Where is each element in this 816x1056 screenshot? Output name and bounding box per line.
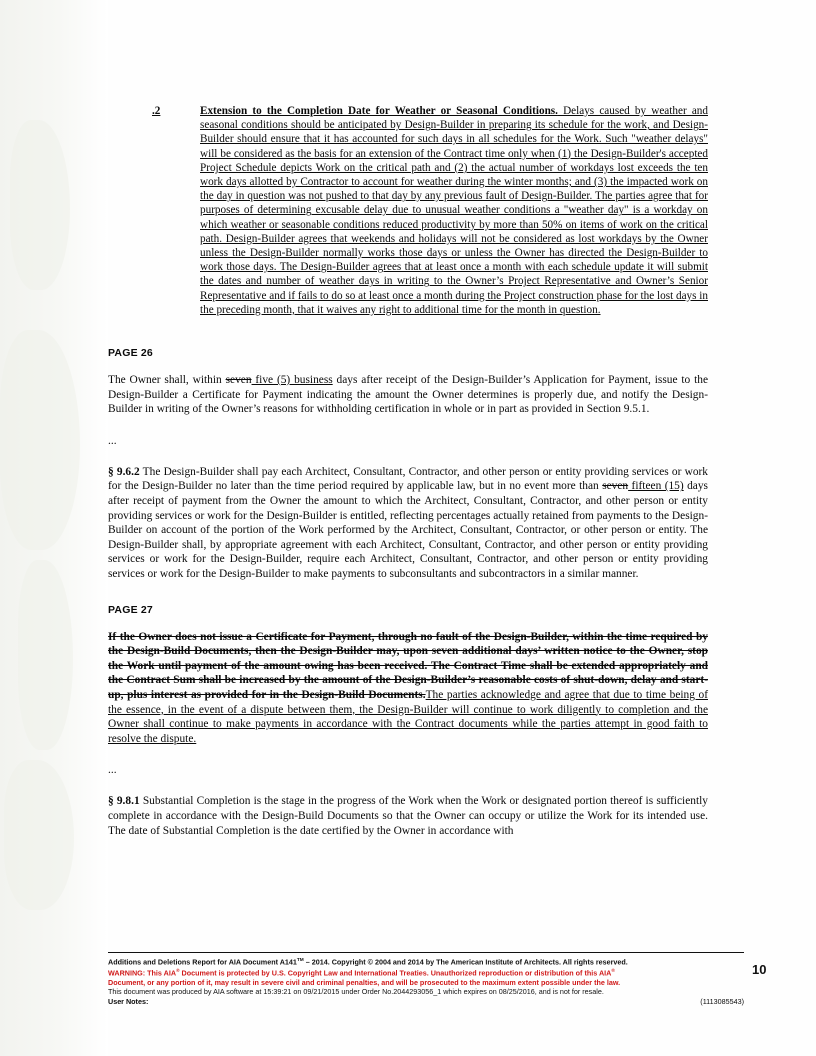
section-number: § 9.8.1 xyxy=(108,795,140,808)
document-body xyxy=(108,104,708,838)
deleted-text: seven xyxy=(225,374,252,387)
paragraph-certificate-for-payment xyxy=(108,373,708,417)
user-notes-label: User Notes: xyxy=(108,997,149,1007)
footer-line-3: Document, or any portion of it, may result in severe civil and criminal penalties, and will be prosecuted to the maximum extent possible under the law. xyxy=(108,977,621,987)
text-pre: The Owner shall, within xyxy=(108,374,226,387)
text-post: days after receipt of payment from the Owner the amount to which the Architect, Consultant, Contractor, and other person or entity providing services or work for the Design-Builder is entitled, reflecting percentages actually retained from payments to the Design-Builder on account of the portion of the Work performed by the Architect, Consultant, Contractor, or other person or entity. The Design-Builder shall, by appropriate agreement with each Architect, Consultant, Contractor, and other person or entity providing services or work for the Design-Builder, require each Architect, Consultant, Contractor, and other person or entity providing services or work for the Design-Builder to make payments to subconsultants and subcontractors in a similar manner. xyxy=(108,480,708,580)
deleted-text: If the Owner does not issue a Certificate for Payment, through no fault of the Design-Builder, within the time required by the Design-Build Documents, then the Design-Builder may, upon seven additional days’ written notice to the Owner, stop the Work until payment of the amount owing has been received. The Contract Time shall be extended appropriately and the Contract Sum shall be increased by the amount of the Design-Builder’s reasonable costs of shut-down, delay and start-up, plus interest as provided for in the Design-Build Documents. xyxy=(108,630,708,701)
inserted-text: The parties acknowledge and agree that due to time being of the essence, in the event of a dispute between them, the Design-Builder will continue to work diligently to completion and the Owner shall continue to make payments in accordance with the Contract documents while the parties attempt in good faith to resolve the dispute. xyxy=(108,688,708,745)
footer-doc-title: Additions and Deletions Report for AIA Document A141 xyxy=(108,957,297,967)
footer-warning-text: Document is protected by U.S. Copyright Law and International Treaties. Unauthorized reproduction or distribution of this AIA xyxy=(179,968,612,978)
clause-weather-extension xyxy=(108,104,708,317)
footer-warning-lead: WARNING: This AIA xyxy=(108,968,177,978)
page-marker-27: PAGE 27 xyxy=(108,603,153,616)
text-post: days after receipt of the Design-Builder’s Application for Payment, issue to the Design-Builder a Certificate for Payment indicating the amount the Owner determines is properly due, and notify the Design-Builder in writing of the Owner’s reasons for withholding certification in whole or in part as provided in Section 9.5.1. xyxy=(108,374,708,416)
inserted-text: fifteen (15) xyxy=(628,480,684,493)
paragraph-9-6-2 xyxy=(108,465,708,582)
paragraph-9-8-1 xyxy=(108,794,708,838)
clause-number: .2 xyxy=(152,105,161,117)
ellipsis-marker: ... xyxy=(108,764,117,777)
deleted-text: seven xyxy=(602,480,629,493)
text-pre: The Design-Builder shall pay each Architect, Consultant, Contractor, and other person or entity providing services or work for the Design-Builder no later than the time period required by applicable law, but in no event more than xyxy=(108,465,708,493)
clause-text xyxy=(200,104,708,317)
scan-blotch xyxy=(4,760,74,910)
footer-user-notes xyxy=(108,997,744,1006)
section-text: Substantial Completion is the stage in the progress of the Work when the Work or designated portion thereof is sufficiently complete in accordance with the Design-Build Documents so that the Owner can occupy or utilize the Work for its intended use. The date of Substantial Completion is the date certified by the Owner in accordance with xyxy=(108,795,708,837)
trademark-symbol: TM xyxy=(296,958,304,963)
scan-blotch xyxy=(18,560,73,750)
footer-line-4: This document was produced by AIA software at 15:39:21 on 09/21/2015 under Order No.2044293056_1 which expires on 08/25/2016, and is not for resale. xyxy=(108,987,604,996)
inserted-text: five (5) business xyxy=(251,374,333,387)
scan-edge-artifact xyxy=(0,0,108,1056)
registered-symbol: ® xyxy=(611,968,615,974)
page-number: 10 xyxy=(752,962,767,977)
footer-divider xyxy=(108,952,744,953)
page-footer xyxy=(108,952,744,1006)
paragraph-stop-work-revision xyxy=(108,630,708,747)
footer-copyright: – 2014. Copyright © 2004 and 2014 by The American Institute of Architects. All rights reserved. xyxy=(303,957,628,967)
page-marker-26: PAGE 26 xyxy=(108,347,153,360)
footer-document-id: (1113085543) xyxy=(700,997,744,1007)
clause-paragraph: Delays caused by weather and seasonal conditions should be anticipated by Design-Builder in preparing its schedule for the work, and Design-Builder should ensure that it has accounted for such days in all schedules for the Work. Such "weather delays" will be considered as the basis for an extension of the Contract time only when (1) the Design-Builder's accepted Project Schedule depicts Work on the critical path and (2) the actual number of workdays lost exceeds the ten work days allotted by Contractor to account for weather during the winter months; and (3) the impacted work on the day in question was not pushed to that day by any previous fault of Design-Builder. The parties agree that for purposes of determining excusable delay due to unusual weather conditions a "weather day" is a workday on which weather or seasonable conditions reduced productivity by more than 50% on items of work on the critical path. Design-Builder agrees that weekends and holidays will not be considered as lost workdays by the Owner unless the Design-Builder normally works those days or unless the Owner has directed the Design-Builder to work those days. The Design-Builder agrees that at least once a month with each schedule update it will submit the dates and number of weather days in writing to the Owner’s Project Representative and Owner’s Senior Representative and if fails to do so at least once a month during the Project construction phase for the lost days in the preceding month, that it waives any right to additional time for the month in question. xyxy=(200,105,708,316)
ellipsis-marker: ... xyxy=(108,434,117,447)
scan-blotch xyxy=(0,330,80,550)
registered-symbol: ® xyxy=(176,968,180,974)
scan-blotch xyxy=(10,120,70,290)
footer-copyright-block xyxy=(108,956,740,996)
section-number: § 9.6.2 xyxy=(108,465,140,478)
clause-heading: Extension to the Completion Date for Weather or Seasonal Conditions. xyxy=(200,105,558,117)
footer-line-2 xyxy=(108,967,740,978)
footer-line-1 xyxy=(108,956,740,967)
